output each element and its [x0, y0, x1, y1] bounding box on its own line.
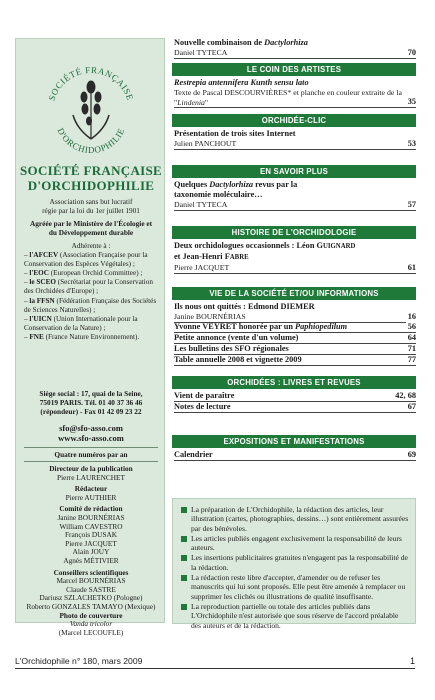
- frequency: Quatre numéros par an: [54, 450, 128, 459]
- list-item: Les insertions publicitaires gratuites n'engagent pas la responsabilité de la rédaction.: [181, 553, 409, 572]
- membership-list: Adhérente à : – l'AFCEV (Association Française pour la Conservation des Espèces Végétales) ; – l'EOC (European Orchid Committee) ; – le SCEO (Secrétariat pour la Conservation des Orchidées d'Europe) ; – la FFSN (Fédération Française des Sociétés de Sciences Naturelles) ; – l'UICN (Union Internationale pour la Conservation de la Nature) ; – FNE (France Nature Environnement).: [24, 242, 157, 341]
- footer-text: L'Orchidophile n° 180, mars 2009: [15, 656, 143, 666]
- society-name: SOCIÉTÉ FRANÇAISE D'ORCHIDOPHILIE: [20, 163, 162, 193]
- bullet-square-icon: [181, 575, 187, 581]
- contact-block: [22, 423, 160, 443]
- approval-notice: Agréée par le Ministère de l'Écologie et du Développement durable: [29, 219, 153, 237]
- bullet-square-icon: [181, 604, 187, 610]
- section-header: ORCHIDÉES : LIVRES ET REVUES: [172, 376, 416, 389]
- member-item: – l'UICN (Union Internationale pour la Conservation de la Nature) ;: [24, 314, 138, 332]
- head-office: Siège social : 17, quai de la Seine, 75019 PARIS. Tél. 01 40 37 36 46 (répondeur) - Fax 01 42 09 23 22: [39, 389, 143, 416]
- list-item: La préparation de L'Orchidophile, la rédaction des articles, leur illustration (cartes, photographies, dessins…) sont entièrement assurées par des bénévoles.: [181, 505, 409, 533]
- section-header: EXPOSITIONS ET MANIFESTATIONS: [172, 435, 416, 448]
- toc-entry[interactable]: Table annuelle 2008 et vignette 2009 77: [174, 355, 416, 364]
- credits: Directeur de la publication Pierre LAURENCHET Rédacteur Pierre AUTHIER Comité de rédaction Janine BOURNÉRIAS William CAVESTRO François DUSAK Pierre JACQUET Alain JOUY Agnès MÉTIVIER Conseillers scientifiques Marcel BOURNÉRIAS Claude SASTRE Dariusz SZLACHETKO (Pologne) Roberto GONZALES TAMAYO (Mexique) Photo de couverture Vanda tricolor (Marcel LECOUFLE): [26, 464, 156, 637]
- divider: [24, 447, 158, 448]
- list-item: Les articles publiés engagent exclusivement la responsabilité de leurs auteurs.: [181, 534, 409, 553]
- toc-entry[interactable]: Yvonne VEYRET honorée par un Paphiopedilum 56: [174, 322, 416, 331]
- toc-entry[interactable]: Vient de paraître 42, 68: [174, 391, 416, 400]
- member-item: – l'AFCEV (Association Française pour la Conservation des Espèces Végétales) ;: [24, 251, 148, 269]
- toc-entry[interactable]: Petite annonce (vente d'un volume) 64: [174, 333, 416, 342]
- society-logo: [39, 51, 143, 155]
- toc-entry[interactable]: Nouvelle combinaison de Dactylorhiza Daniel TYTECA 70: [174, 38, 416, 57]
- section-header: ORCHIDÉE-CLIC: [172, 114, 416, 127]
- footer-rule: [15, 668, 415, 669]
- member-item: – la FFSN (Fédération Française des Sociétés de Sciences Naturelles) ;: [24, 296, 157, 314]
- website-link[interactable]: www.sfo-asso.com: [58, 433, 124, 443]
- association-status: Association sans but lucratif régie par la loi du 1er juillet 1901: [42, 197, 140, 215]
- list-item: La reproduction partielle ou totale des articles publiés dans L'Orchidophile n'est autorisée que sous réserve de l'accord préalable des auteurs et de la rédaction.: [181, 602, 409, 630]
- toc-entry[interactable]: Les bulletins des SFO régionales 71: [174, 344, 416, 353]
- page-number: 1: [409, 656, 415, 666]
- divider: [24, 461, 158, 462]
- section-header: LE COIN DES ARTISTES: [172, 63, 416, 76]
- toc-entry[interactable]: Notes de lecture 67: [174, 402, 416, 411]
- orchid-icon: [73, 81, 109, 139]
- section-header: HISTOIRE DE L'ORCHIDOLOGIE: [172, 226, 416, 239]
- toc-entry[interactable]: Deux orchidologues occasionnels : Léon GUIGNARD et Jean-Henri FABRE Pierre JACQUET 61: [174, 241, 416, 272]
- section-header: VIE DE LA SOCIÉTÉ ET/OU INFORMATIONS: [172, 287, 416, 300]
- logo-text-top: SOCIÉTÉ FRANÇAISE: [46, 64, 136, 102]
- toc-entry[interactable]: Présentation de trois sites Internet Julien PANCHOUT 53: [174, 129, 416, 148]
- member-item: – le SCEO (Secrétariat pour la Conservation des Orchidées d'Europe) ;: [24, 278, 153, 296]
- toc-entry[interactable]: Restrepia antennifera Kunth sensu lato Texte de Pascal DESCOURVIÈRES* et planche en couleur extraite de la "Lindenia" 35: [174, 78, 416, 107]
- bullet-square-icon: [181, 536, 187, 542]
- bullet-square-icon: [181, 555, 187, 561]
- email-link[interactable]: sfo@sfo-asso.com: [59, 423, 123, 433]
- toc-entry[interactable]: Quelques Dactylorhiza revus par la taxonomie moléculaire… Daniel TYTECA 57: [174, 180, 416, 209]
- sidebar-panel: [15, 38, 165, 637]
- bullet-square-icon: [181, 507, 187, 513]
- member-item: – FNE (France Nature Environnement).: [24, 332, 140, 341]
- logo-text-bottom: D'ORCHIDOPHILIE: [55, 126, 127, 155]
- editorial-notes: [172, 498, 416, 630]
- section-header: EN SAVOIR PLUS: [172, 165, 416, 178]
- member-item: – l'EOC (European Orchid Committee) ;: [24, 269, 143, 278]
- toc-entry[interactable]: Ils nous ont quittés : Edmond DIEMER Janine BOURNÉRIAS 16: [174, 302, 416, 321]
- toc-entry[interactable]: Calendrier 69: [174, 450, 416, 459]
- list-item: La rédaction reste libre d'accepter, d'amender ou de refuser les manuscrits qui lui sont proposés. Elle peut être amenée à remplacer ou supprimer les clichés ou illustrations de qualité insuffisante.: [181, 573, 409, 601]
